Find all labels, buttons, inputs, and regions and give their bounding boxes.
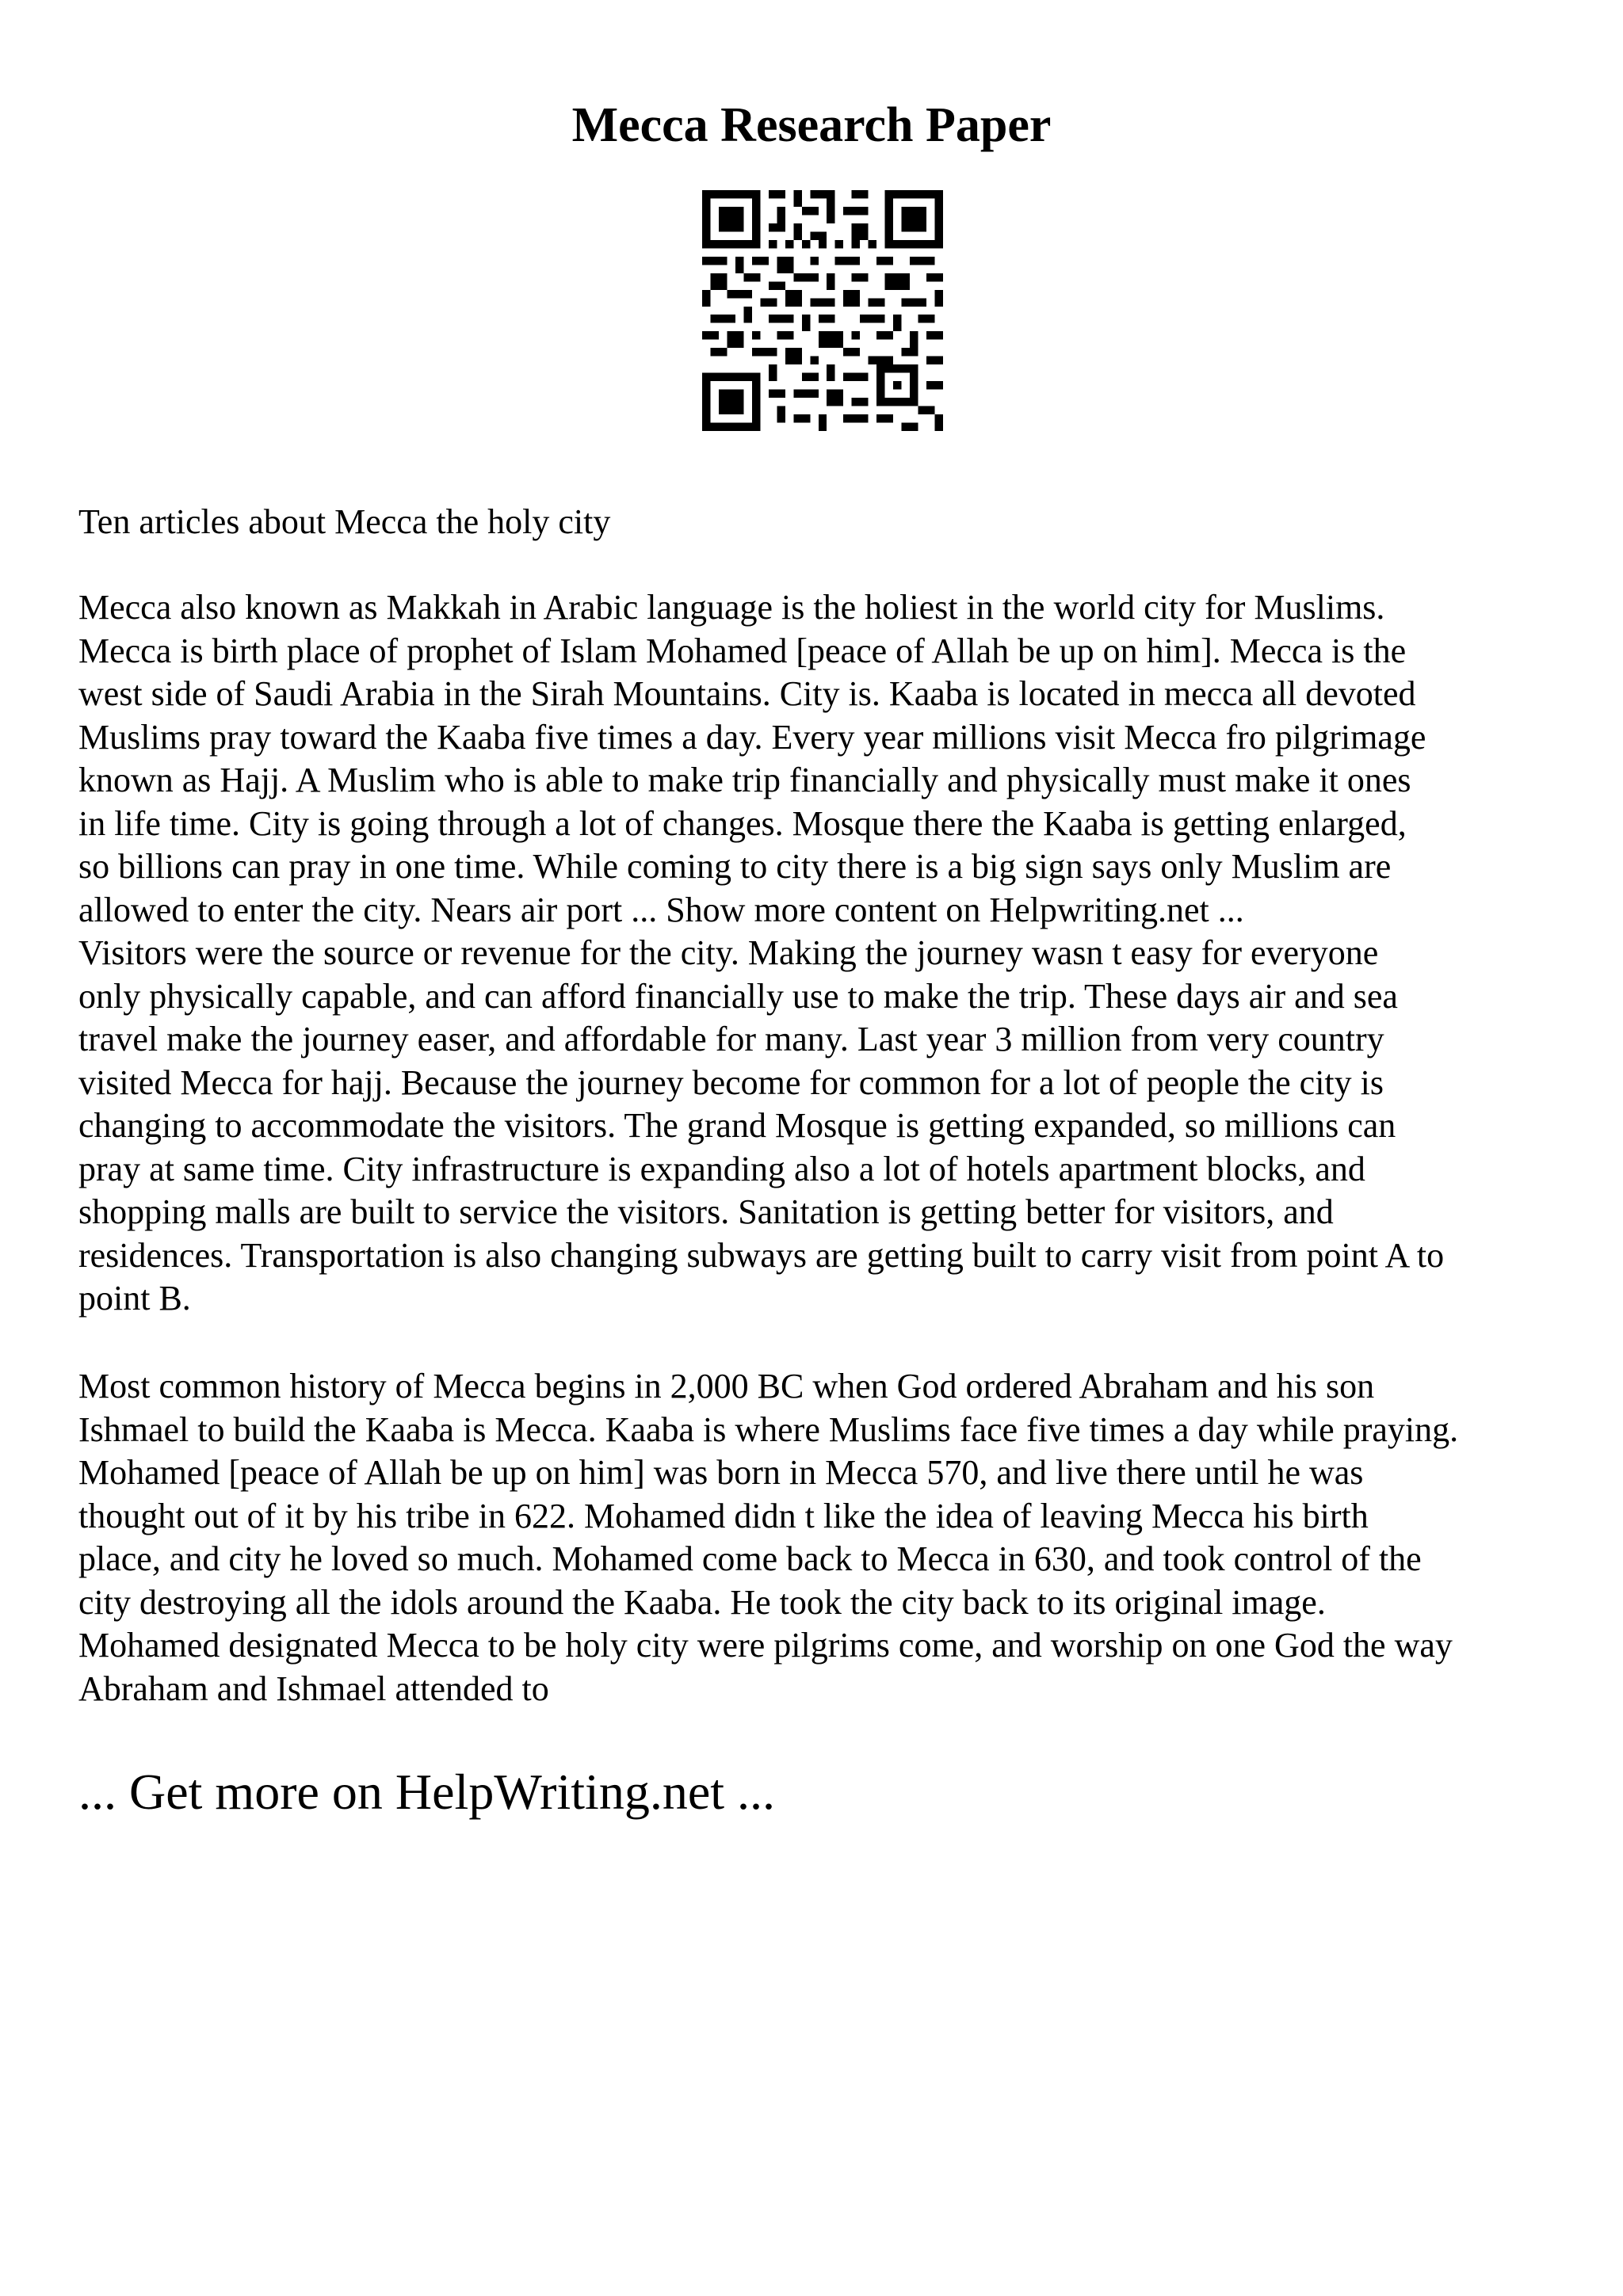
paragraph-line: changing to accommodate the visitors. The grand Mosque is getting expanded, so millions can — [78, 1106, 1396, 1145]
body-paragraph-1 — [78, 586, 1584, 1321]
paragraph-line: west side of Saudi Arabia in the Sirah Mountains. City is. Kaaba is located in mecca all devoted — [78, 674, 1416, 713]
paragraph-line: visited Mecca for hajj. Because the journey become for common for a lot of people the city is — [78, 1062, 1384, 1102]
paragraph-line: point B. — [78, 1279, 191, 1318]
page-title: Mecca Research Paper — [571, 98, 1052, 152]
body-paragraph-2 — [78, 1365, 1584, 1711]
paragraph-line: allowed to enter the city. Nears air port ... Show more content on Helpwriting.net ... — [78, 890, 1244, 929]
paragraph-line: Mohamed [peace of Allah be up on him] was born in Mecca 570, and live there until he was — [78, 1453, 1364, 1492]
paragraph-line: thought out of it by his tribe in 622. Mohamed didn t like the idea of leaving Mecca his birth — [78, 1496, 1369, 1535]
paragraph-line: so billions can pray in one time. While coming to city there is a big sign says only Muslim are — [78, 847, 1392, 886]
paragraph-line: in life time. City is going through a lot of changes. Mosque there the Kaaba is getting enlarged, — [78, 803, 1407, 843]
get-more-link[interactable]: ... Get more on HelpWriting.net ... — [78, 1764, 775, 1820]
qr-code-image — [702, 190, 943, 431]
paragraph-line: Mohamed designated Mecca to be holy city were pilgrims come, and worship on one God the way — [78, 1626, 1453, 1665]
document-subtitle: Ten articles about Mecca the holy city — [78, 502, 611, 541]
paragraph-line: Mecca also known as Makkah in Arabic language is the holiest in the world city for Muslims. — [78, 588, 1385, 627]
paragraph-line: Most common history of Mecca begins in 2,000 BC when God ordered Abraham and his son — [78, 1367, 1375, 1405]
paragraph-line: Abraham and Ishmael attended to — [78, 1669, 549, 1708]
paragraph-line: city destroying all the idols around the Kaaba. He took the city back to its original image. — [78, 1582, 1326, 1622]
paragraph-line: shopping malls are built to service the visitors. Sanitation is getting better for visitors, and — [78, 1192, 1334, 1231]
paragraph-line: pray at same time. City infrastructure is expanding also a lot of hotels apartment blocks, and — [78, 1149, 1365, 1188]
paragraph-line: travel make the journey easer, and affordable for many. Last year 3 million from very country — [78, 1020, 1384, 1058]
paragraph-line: residences. Transportation is also changing subways are getting built to carry visit from point A to — [78, 1235, 1445, 1275]
paragraph-line: known as Hajj. A Muslim who is able to make trip financially and physically must make it ones — [78, 761, 1411, 799]
paragraph-line: Muslims pray toward the Kaaba five times a day. Every year millions visit Mecca fro pilgrimage — [78, 717, 1426, 757]
paragraph-line: Visitors were the source or revenue for the city. Making the journey wasn t easy for everyone — [78, 933, 1379, 972]
paragraph-line: Ishmael to build the Kaaba is Mecca. Kaaba is where Muslims face five times a day while praying. — [78, 1409, 1459, 1449]
paragraph-line: Mecca is birth place of prophet of Islam Mohamed [peace of Allah be up on him]. Mecca is the — [78, 631, 1407, 670]
paragraph-line: place, and city he loved so much. Mohamed come back to Mecca in 630, and took control of the — [78, 1539, 1422, 1578]
qr-code-icon — [702, 190, 943, 431]
paragraph-line: only physically capable, and can afford financially use to make the trip. These days air and sea — [78, 976, 1398, 1016]
